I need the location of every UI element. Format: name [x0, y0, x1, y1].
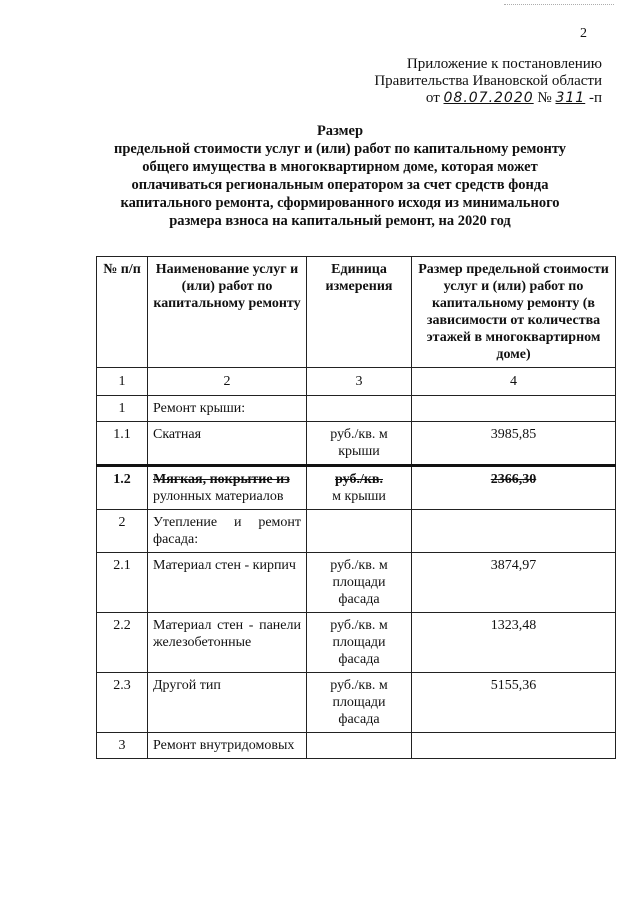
header-unit: Единица измерения	[307, 257, 412, 368]
cost-table	[96, 256, 616, 759]
appendix-block	[374, 56, 602, 107]
table-row: 2.1 Материал стен - кирпич руб./кв. м площади фасада 3874,97	[97, 553, 616, 613]
table-row: 2.3 Другой тип руб./кв. м площади фасада 5155,36	[97, 673, 616, 733]
column-number-row: 1 2 3 4	[97, 368, 616, 396]
table-header-row	[97, 257, 616, 368]
header-name: Наименование услуг и (или) работ по капитальному ремонту	[148, 257, 307, 368]
page-number: 2	[580, 26, 587, 41]
appendix-line-1: Приложение к постановлению	[406, 56, 602, 72]
table-row: 2 Утепление и ремонт фасада:	[97, 510, 616, 553]
document-title: Размер предельной стоимости услуг и (или) работ по капитальному ремонту общего имущества в многоквартирном доме, которая может оплачиваться региональным оператором за счет средств фонда капитального ремонта, сформированного исходя из минимального размера взноса на капитальный ремонт, на 2020 год	[113, 123, 567, 229]
table-row: 1.1 Скатная руб./кв. м крыши 3985,85	[97, 422, 616, 466]
appendix-date-line: от 08.07.2020 № 311 -п	[425, 90, 602, 106]
appendix-line-2: Правительства Ивановской области	[374, 73, 602, 89]
header-value: Размер предельной стоимости услуг и (или) работ по капитальному ремонту (в зависимости от количества этажей в многоквартирном доме)	[412, 257, 616, 368]
table-row: 1 Ремонт крыши:	[97, 396, 616, 422]
table-row: 3 Ремонт внутридомовых	[97, 733, 616, 759]
decree-number: 311	[555, 90, 586, 106]
table-row-struck: 1.2 Мягкая, покрытие из рулонных материалов руб./кв. м крыши 2366,30	[97, 466, 616, 510]
header-no: № п/п	[97, 257, 148, 368]
table-row: 2.2 Материал стен - панели железобетонные руб./кв. м площади фасада 1323,48	[97, 613, 616, 673]
scan-artifact	[504, 4, 614, 8]
decree-date: 08.07.2020	[443, 90, 534, 106]
